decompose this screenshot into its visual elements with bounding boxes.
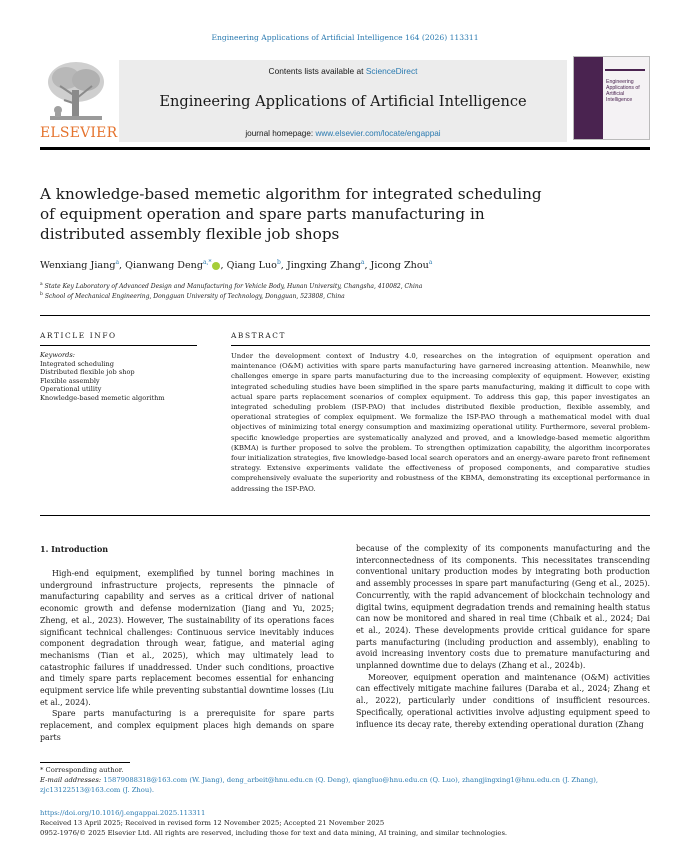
masthead-rule <box>40 147 650 150</box>
paragraph: Moreover, equipment operation and maintenance (O&M) activities can effectively mitigate machine failures (Daraba et al., 2024; Zhang et al., 2022), particularly under conditions of insufficient resources. Specifically, operational activities involve adjusting equipment speed to influence its decay rate, thereby extending operational duration (Zhang <box>356 672 650 729</box>
author-name[interactable]: Jingxing Zhang <box>286 260 361 272</box>
section-heading: 1. Introduction <box>40 544 109 554</box>
affiliation <box>40 282 650 290</box>
cover-band <box>574 57 603 140</box>
author-list: Wenxiang Jiang$^a$, Qianwang Deng$^{a,*}$ , Qiang Luo$^b$, Jingxing Zhang$^a$, Jicong Zhou$^a$ <box>40 259 433 272</box>
email-links[interactable]: 15879088318@163.com (W. Jiang), deng_arbeit@hnu.edu.cn (Q. Deng), qiangluo@hnu.edu.cn (Q. Luo), zhangjingxing1@hnu.edu.cn (J. Zhang), zjc13122513@163.com (J. Zhou). <box>40 776 599 794</box>
cover-bar <box>605 69 645 71</box>
homepage-line <box>119 129 567 138</box>
keyword: Integrated scheduling <box>40 359 114 368</box>
keywords-block <box>40 351 200 402</box>
homepage-prefix: journal homepage: <box>245 129 316 138</box>
publisher-name: ELSEVIER <box>40 125 118 141</box>
author-name[interactable]: Wenxiang Jiang <box>40 260 116 272</box>
author-name[interactable]: Qianwang Deng <box>125 260 203 272</box>
author-affil-mark[interactable]: a <box>360 259 365 266</box>
orcid-icon[interactable] <box>212 262 220 270</box>
footnote <box>40 765 650 795</box>
keywords-label: Keywords: <box>40 351 75 359</box>
keyword: Distributed flexible job shop <box>40 368 135 376</box>
cover-title: Engineering Applications of Artificial Intelligence <box>606 79 640 103</box>
affil-text: School of Mechanical Engineering, Dongguan University of Technology, Dongguan, 523808, China <box>44 293 345 300</box>
abstract-rule <box>231 345 650 346</box>
journal-title: Engineering Applications of Artificial Intelligence <box>159 93 527 110</box>
journal-reference[interactable]: Engineering Applications of Artificial Intelligence 164 (2026) 113311 <box>211 33 479 42</box>
received-dates: Received 13 April 2025; Received in revised form 12 November 2025; Accepted 21 November 2025 <box>40 819 385 827</box>
paragraph: Spare parts manufacturing is a prerequisite for spare parts replacement, and complex equipment places high demands on spare parts <box>40 709 334 742</box>
elsevier-tree-icon <box>40 56 112 128</box>
elsevier-logo <box>40 56 118 142</box>
author-name[interactable]: Qiang Luo <box>226 260 277 272</box>
paragraph: because of the complexity of its components manufacturing and the interconnectedness of its components. This necessitates transcending conventional unitary production modes by integrating both production and assembly processes in spare part manufacturing (Geng et al., 2025). Concurrently, with the rapid advancement of blockchain technology and digital twins, equipment degradation trends and remaining health status can now be monitored and shared in real time (Chbaik et al., 2024; Dai et al., 2024). These developments provide critical guidance for spare parts manufacturing (including production and assembly), enabling to avoid increasing inventory costs due to premature manufacturing and unplanned downtime due to delays (Zhang et al., 2024b). <box>356 544 650 671</box>
masthead <box>40 56 650 142</box>
article-info-rule <box>40 345 197 346</box>
contents-prefix: Contents lists available at <box>268 66 366 76</box>
abstract-text: Under the development context of Industry 4.0, researches on the integration of equipment operation and maintenance (O&M) activities with spare parts manufacturing have garnered increasing attention. Meanwhile, new challenges emerge in spare parts manufacturing due to the increasing complexity of equipment. However, existing integrated scheduling studies have been simplified in the spare parts manufacturing, making it difficult to cope with actual spare parts replacement scenarios of complex equipment. To address this gap, this paper investigates an integrated scheduling problem (ISP-PAO) that includes distributed flexible production, flexible assembly, and operational strategies of complex equipment. We formalize the ISP-PAO through a mathematical model with dual objectives of minimizing total energy consumption and maximizing operational utility. Furthermore, several problem-specific knowledge properties are systematically analyzed and proved, and a knowledge-based memetic algorithm (KBMA) is further proposed to solve the problem. To strengthen optimization capability, the algorithm incorporates four initialization strategies, five knowledge-based local search operators and an energy-aware pareto front refinement strategy. Extensive experiments validate the effectiveness of proposed components, and comparative studies comprehensively evaluate the superiority and robustness of the KBMA, demonstrating its exceptional performance in addressing the ISP-PAO. <box>231 352 650 493</box>
corresponding-note: * Corresponding author. <box>40 766 124 774</box>
copyright: 0952-1976/© 2025 Elsevier Ltd. All rights are reserved, including those for text and data mining, AI training, and similar technologies. <box>40 829 508 837</box>
keyword: Knowledge-based memetic algorithm <box>40 393 165 402</box>
author-affil-mark[interactable]: a <box>115 259 120 266</box>
footnote-rule <box>40 762 130 763</box>
doi-link[interactable]: https://doi.org/10.1016/j.engappai.2025.113311 <box>40 809 206 817</box>
email-label: E-mail addresses: <box>40 776 102 784</box>
affil-text: State Key Laboratory of Advanced Design and Manufacturing for Vehicle Body, Hunan University, Changsha, 410082, China <box>44 283 423 290</box>
paragraph: High-end equipment, exemplified by tunnel boring machines in underground infrastructure projects, represents the pinnacle of manufacturing capability and serves as a critical driver of national economic growth and defense modernization (Jiang and Yu, 2025; Zheng, et al., 2023). However, The sustainability of its operations faces significant technical challenges: Continuous service inevitably induces component degradation through wear, fatigue, and material aging mechanisms (Tian et al., 2025), which may ultimately lead to catastrophic failures if unaddressed. Under such conditions, proactive and timely spare parts replacement becomes essential for enhancing equipment service life while preventing substantial downtime losses (Liu et al., 2024). <box>40 569 334 707</box>
article-title: A knowledge-based memetic algorithm for integrated scheduling of equipment operation and spare parts manufacturing in distributed assembly flexible job shops <box>40 185 542 243</box>
affil-mark: a <box>40 282 43 287</box>
right-column <box>356 543 650 730</box>
homepage-link[interactable]: www.elsevier.com/locate/engappai <box>315 129 441 138</box>
journal-banner <box>119 60 567 142</box>
journal-cover[interactable] <box>573 56 650 140</box>
header-divider <box>40 315 650 316</box>
abstract-bottom-rule <box>40 515 650 516</box>
author-affil-mark[interactable]: a,* <box>202 259 212 266</box>
author-affil-mark[interactable]: a <box>428 259 433 266</box>
affil-mark: b <box>40 292 43 297</box>
contents-line <box>119 66 567 76</box>
keyword: Operational utility <box>40 385 102 393</box>
author-name[interactable]: Jicong Zhou <box>370 260 429 272</box>
sciencedirect-link[interactable]: ScienceDirect <box>365 66 418 76</box>
affiliation <box>40 292 650 300</box>
left-column <box>40 568 334 744</box>
article-footer <box>40 808 650 838</box>
author-affil-mark[interactable]: b <box>276 259 281 266</box>
keyword: Flexible assembly <box>40 376 100 385</box>
email-line <box>40 775 650 795</box>
abstract-heading: ABSTRACT <box>231 331 287 340</box>
article-info-heading: ARTICLE INFO <box>40 331 117 340</box>
